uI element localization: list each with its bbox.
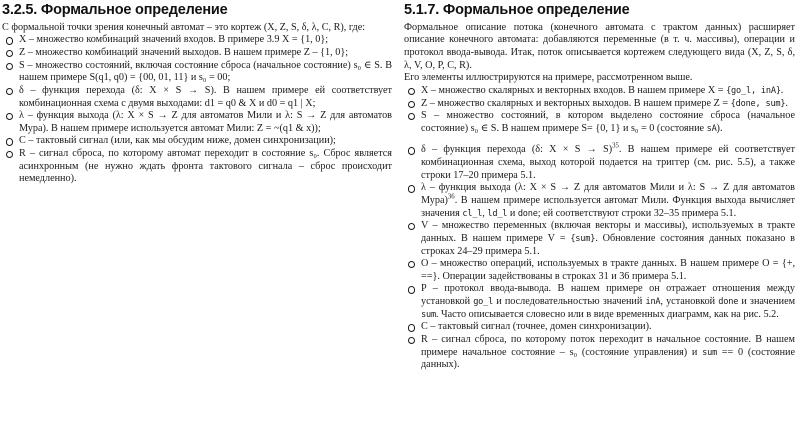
text-run: C – тактовый сигнал (или, как мы обсудим ниже, домен синхронизации); [19,135,336,147]
inline-code: {go_l, inA} [726,85,781,96]
inline-code: done [718,297,739,308]
inline-code: inA [645,297,661,308]
right-intro-paragraph-2: Его элементы иллюстрируются на примере, рассмотренном выше. [404,72,693,84]
definition-item [2,60,392,85]
text-run: δ – функция перехода (δ: X × S → S). В нашем примере ей соответствует комбинационная схема с двумя выходами: d1 = q0 & X и d0 = q1 | X; [19,84,392,109]
text-run: и [507,207,518,219]
circle-bullet-icon [408,261,415,268]
definition-item-text [421,98,788,109]
text-run: S – множество состояний, в котором выделено состояние сброса (начальное состояние) s₀ ∈ S. В нашем примере S= {0, 1} и s₀ = 0 (состояние [421,110,795,134]
definition-item [404,182,795,220]
text-run: ; ей соответствуют строки 32–35 примера 5.1. [537,207,737,219]
definition-item [2,135,392,148]
definition-item [2,148,392,186]
circle-bullet-icon [408,147,415,154]
definition-item-text [421,283,795,319]
text-run: V – множество переменных (включая векторы и массивы), используемых в тракте данных. В нашем примере V = [421,220,795,244]
definition-item [404,110,795,135]
definition-item [404,258,795,283]
definition-item-text [19,148,392,184]
definition-item-text [421,220,795,256]
footnote-reference: 35 [612,143,619,151]
definition-item [404,85,795,98]
text-run: Z – множество комбинаций значений выходов. В нашем примере Z – {1, 0}; [19,46,349,58]
circle-bullet-icon [6,113,13,120]
left-section [0,0,397,425]
footnote-reference: 36 [447,193,455,201]
inline-code: ld_l [487,208,508,219]
definition-item-text [421,85,783,96]
circle-bullet-icon [6,88,13,95]
text-run: Z – множество скалярных и векторных выходов. В нашем примере Z = [421,97,731,109]
definition-item-text [19,47,348,58]
circle-bullet-icon [408,88,415,95]
text-run: R – сигнал сброса, по которому автомат переходит в состояние s₀. Сброс является асинхронным (не нужно ждать фронта тактового сигнала – сброс происходит немедленно). [19,148,392,185]
text-run: . [780,84,784,96]
inline-code: done [517,208,538,219]
text-run: R – сигнал сброса, по которому поток переходит в начальное состояние. В нашем примере начальное состояние – s₀ (состояние управления) и [421,334,795,358]
text-run: . В нашем примере используется автомат Мили. Функция выхода вычисляет значения [421,195,795,219]
text-run: и последовательностью значений [493,296,646,308]
inline-code: {sum} [570,233,596,244]
circle-bullet-icon [408,101,415,108]
circle-bullet-icon [408,223,415,230]
circle-bullet-icon [408,113,415,120]
text-run: . Часто описывается словесно или в виде временных диаграмм, как на рис. 5.2. [435,308,779,320]
inline-code: go_l [473,297,494,308]
circle-bullet-icon [6,138,13,145]
circle-bullet-icon [6,151,13,158]
definition-item-text [19,135,336,146]
definition-item [2,110,392,135]
inline-code: sum [421,309,436,320]
circle-bullet-icon [408,286,415,293]
circle-bullet-icon [6,50,13,57]
circle-bullet-icon [408,324,415,331]
definition-item-text [19,85,392,109]
text-run: λ – функция выхода (λ: X × S → Z для автоматов Мили и λ: S → Z для автоматов Мура) [421,182,795,206]
definition-item [404,283,795,321]
inline-code: cl_l [462,208,483,219]
definition-item-text [421,321,652,332]
definition-item-text [421,110,795,134]
definition-item [404,321,795,334]
definition-item-text [421,144,795,180]
definition-item [404,334,795,372]
definition-item [2,34,392,47]
right-definition-list-group-1 [404,85,795,136]
text-run: X – множество скалярных и векторных входов. В нашем примере X = [421,84,727,96]
text-run: δ – функция перехода (δ: X × S → S) [421,144,613,156]
inline-code: {done, sum} [730,98,786,109]
text-run: . В нашем примере ей соответствует комбинационная схема, выход которой подается на триггер (см. рис. 5.5), а также строки 17–20 примера 5.1. [421,144,795,181]
left-intro-paragraph: С формальной точки зрения конечный автомат – это кортеж (X, Z, S, δ, λ, C, R), где: [2,21,366,33]
definition-item-text [19,110,392,134]
definition-item [404,144,795,182]
definition-item-text [421,182,795,218]
text-run: S – множество состояний, включая состояние сброса (начальное состояние) s₀ ∈ S. В нашем примере S(q1, q0) = {00, 01, 11} и s₀ = 00; [19,59,392,84]
definition-item [2,47,392,60]
right-section-heading: 5.1.7. Формальное определение [404,2,630,18]
definition-item [404,220,795,258]
text-run: C – тактовый сигнал (точнее, домен синхронизации). [421,321,652,333]
definition-item-text [19,60,392,84]
text-run: == 0 (состояние данных). [421,346,795,371]
left-definition-list [2,34,392,186]
text-run: , [482,207,488,219]
left-section-heading: 3.2.5. Формальное определение [2,2,228,18]
inline-code: sum [702,347,718,358]
circle-bullet-icon [408,337,415,344]
right-section [397,0,800,425]
right-definition-list-group-2 [404,144,795,372]
text-run: . Обновление состояния данных показано в строках 24–29 примера 5.1. [421,232,795,257]
definition-item-text [421,334,795,370]
text-run: . [785,97,788,109]
definition-item-text [19,34,328,45]
circle-bullet-icon [408,185,415,192]
circle-bullet-icon [6,63,13,70]
text-run: P – протокол ввода-вывода. В нашем примере он отражает отношения между установкой [421,283,795,308]
text-run: и значением [738,296,796,308]
text-run: X – множество комбинаций значений входов. В примере 3.9 X = {1, 0}; [19,34,329,46]
inline-code: sA [706,123,717,134]
definition-item [404,98,795,111]
definition-item [2,85,392,110]
text-run: λ – функция выхода (λ: X × S → Z для автоматов Мили и λ: S → Z для автоматов Мура). В нашем примере используется автомат Мили: Z = ~(q1 & x)); [19,110,392,134]
definition-item-text [421,258,795,282]
text-run: , установкой [660,296,719,308]
right-intro-paragraph-1: Формальное описание потока (конечного автомата с трактом данных) расширяет описание конечного автомата: добавляются переменные (в т. ч. массивы), операции и протокол ввода-вывода. Итак, поток описывается кортежем следующего вида (X, Z, S, δ, λ, V, O, P, C, R). [404,21,795,71]
circle-bullet-icon [6,37,13,44]
text-run: ). [716,122,723,134]
text-run: O – множество операций, используемых в тракте данных. В нашем примере O = {+, ==}. Операции задействованы в строках 31 и 36 примера 5.1. [421,258,795,282]
